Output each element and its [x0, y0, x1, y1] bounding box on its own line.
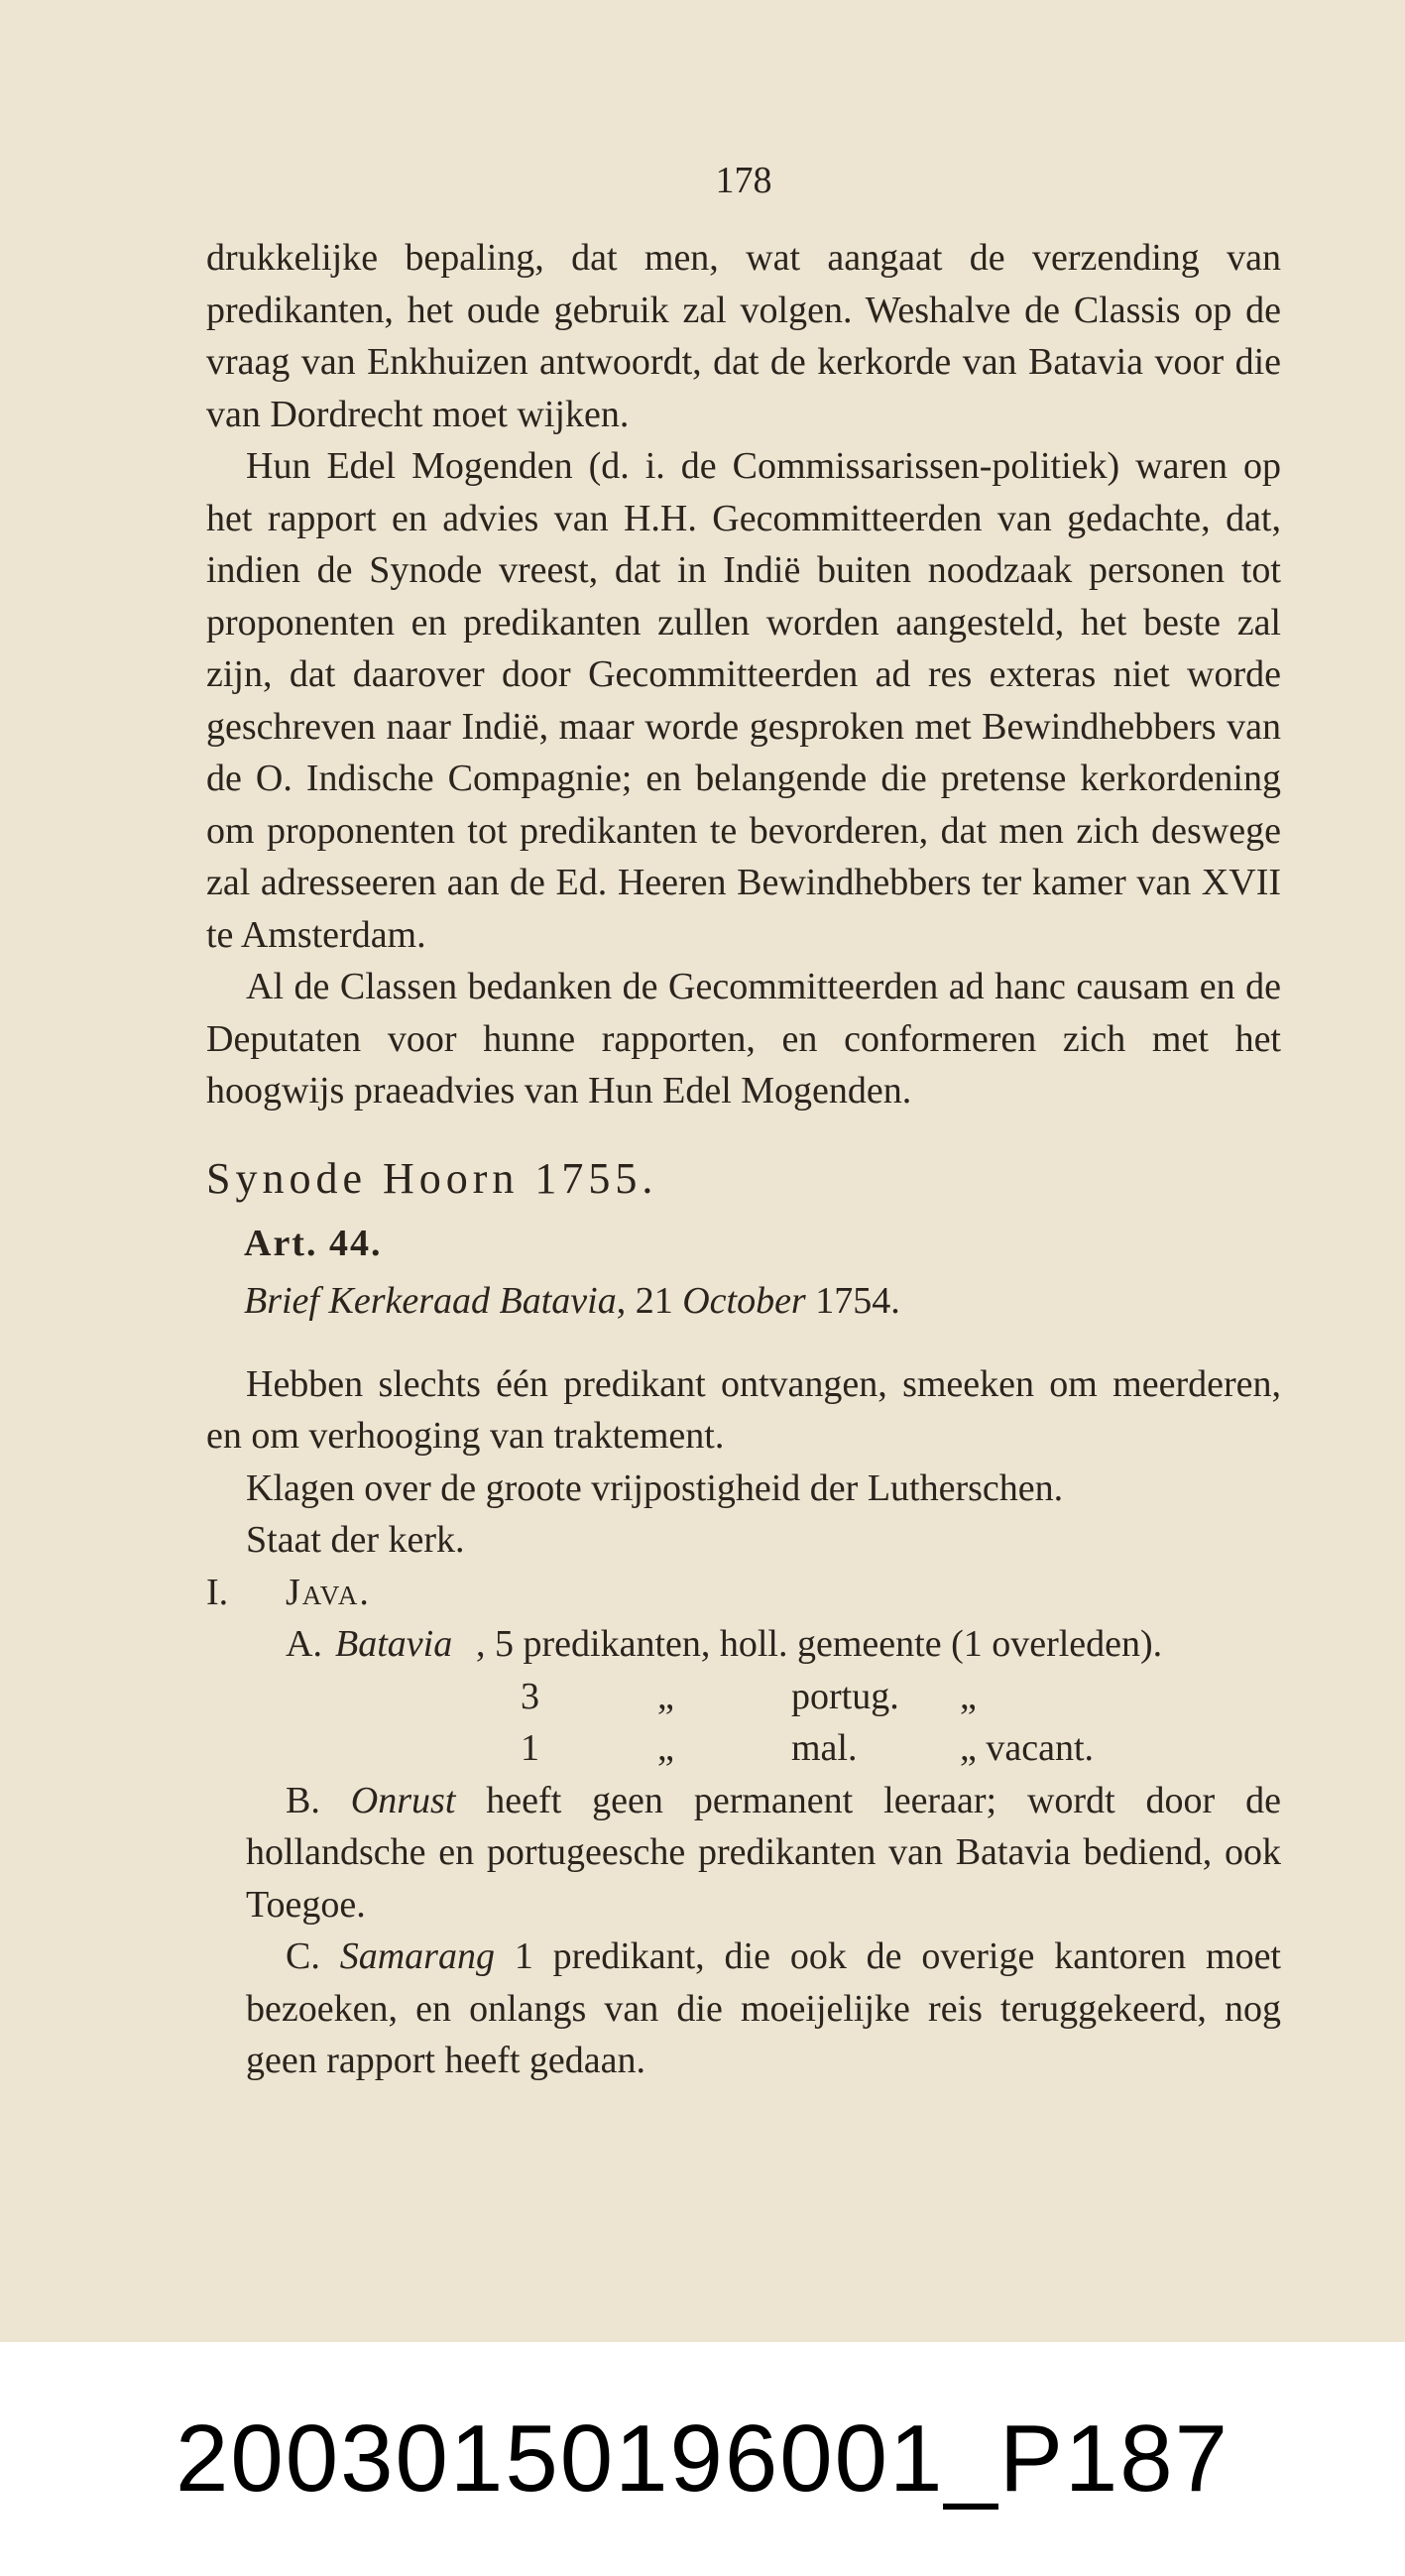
- section-number: I.: [206, 1571, 229, 1613]
- paragraph-3: Al de Classen bedanken de Gecommitteerden ad hanc causam en de Deputaten voor hunne rapporten, en conformeren zich met het hoogwijs praeadvies van Hun Edel Mogenden.: [206, 966, 1281, 1112]
- entry-b: [246, 1775, 1281, 1932]
- paragraph-2: Hun Edel Mogenden (d. i. de Commissarissen-politiek) waren op het rapport en advies van H.H. Gecommitteerden van gedachte, dat, indien de Synode vreest, dat in Indië buiten noodzaak personen tot proponenten en predikanten zullen worden aangesteld, het beste zal zijn, dat daarover door Gecommitteerden ad res exteras niet worde geschreven naar Indië, maar worde gesproken met Bewindhebbers van de O. Indische Compagnie; en belangende die pretense kerkordening om proponenten tot predikanten te bevorderen, dat men zich deswege zal adresseeren aan de Ed. Heeren Bewindhebbers ter kamer van XVII te Amsterdam.: [206, 445, 1281, 956]
- entry-a-row3-tail: „ vacant.: [960, 1727, 1095, 1769]
- synod-heading: Synode Hoorn 1755.: [206, 1153, 658, 1203]
- entry-a-row3-ditto: „: [657, 1727, 674, 1769]
- letter-year: 1754.: [805, 1279, 900, 1322]
- article-heading: Art. 44.: [244, 1222, 383, 1264]
- entry-b-place: Onrust: [350, 1779, 456, 1821]
- entry-a-row2-num: 3: [521, 1675, 539, 1717]
- letter-date-prefix: , 21: [616, 1279, 683, 1322]
- section-java: [206, 1567, 1281, 1619]
- letter-title: Brief Kerkeraad Batavia: [244, 1279, 617, 1322]
- entry-c-text: 1 predikant, die ook de overige kantoren moet bezoeken, en onlangs van die moeijelijke reis teruggekeerd, nog geen rapport heeft gedaan.: [246, 1935, 1281, 2081]
- page-number: 178: [715, 160, 772, 201]
- batavia-row-1: [206, 1618, 1281, 1671]
- entry-c: [246, 1931, 1281, 2087]
- report-line-3: Staat der kerk.: [246, 1519, 465, 1561]
- entry-a-row2-lang: portug.: [791, 1675, 899, 1717]
- scan-id-label: 20030150196001_P187: [175, 2405, 1230, 2512]
- entry-a-place: Batavia: [335, 1623, 453, 1665]
- entry-b-label: B.: [286, 1779, 320, 1821]
- report-line-1: Hebben slechts één predikant ontvangen, smeeken om meerderen, en om verhooging van traktement.: [206, 1362, 1281, 1457]
- entry-a-row2-ditto2: „: [960, 1675, 977, 1717]
- paragraph-1: drukkelijke bepaling, dat men, wat aangaat de verzending van predikanten, het oude gebruik zal volgen. Weshalve de Classis op de vraag van Enkhuizen antwoordt, dat de kerkorde van Batavia voor die van Dordrecht moet wijken.: [206, 237, 1281, 435]
- entry-c-label: C.: [286, 1935, 320, 1977]
- entry-b-text: heeft geen permanent leeraar; wordt door de hollandsche en portugeesche predikanten van Batavia bediend, ook Toegoe.: [246, 1779, 1282, 1926]
- scan-id-footer: [0, 2342, 1405, 2576]
- batavia-row-3: [206, 1722, 1281, 1775]
- letter-month: October: [682, 1279, 806, 1322]
- entry-a-row2-ditto: „: [657, 1675, 674, 1717]
- report-line-2: Klagen over de groote vrijpostigheid der Lutherschen.: [246, 1466, 1064, 1509]
- entry-a-row1-text: , 5 predikanten, holl. gemeente (1 overleden).: [476, 1623, 1163, 1665]
- entry-a-row3-num: 1: [521, 1727, 539, 1769]
- entry-a-label: A.: [286, 1623, 322, 1665]
- entry-c-place: Samarang: [339, 1935, 495, 1977]
- batavia-row-2: [206, 1671, 1281, 1723]
- section-name: Java.: [286, 1571, 371, 1613]
- entry-a-row3-lang: mal.: [791, 1727, 858, 1769]
- letter-reference: [244, 1279, 1281, 1323]
